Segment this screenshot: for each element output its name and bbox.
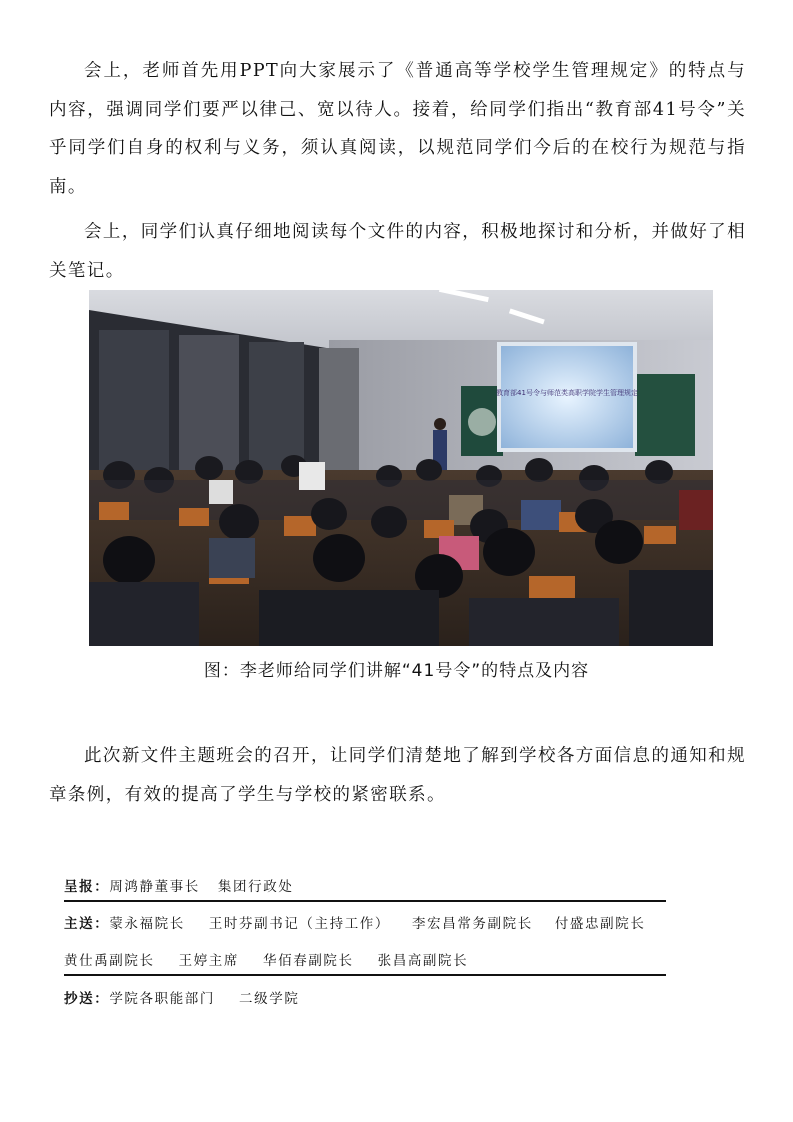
divider [64, 974, 666, 976]
zhu-song-label: 主送： [64, 916, 110, 932]
cheng-bao-item: 集团行政处 [217, 879, 294, 895]
cheng-bao-line [64, 875, 293, 895]
zhu-song-item: 华佰春副院长 [263, 953, 354, 969]
zhu-song-line-2 [64, 949, 468, 969]
chao-song-line [64, 987, 299, 1007]
screen-text: 教育部41号令与师范类高职学院学生管理规定 [496, 389, 638, 397]
paragraph-reading: 会上，同学们认真仔细地阅读每个文件的内容，积极地探讨和分析，并做好了相关笔记。 [49, 222, 746, 281]
classroom-photo [89, 290, 713, 646]
zhu-song-item: 王婷主席 [178, 953, 240, 969]
photo-caption: 图：李老师给同学们讲解“41号令”的特点及内容 [203, 661, 590, 681]
divider [64, 900, 666, 902]
cheng-bao-item: 周鸿静董事长 [109, 879, 200, 895]
zhu-song-item: 李宏昌常务副院长 [412, 916, 533, 932]
zhu-song-item: 张昌高副院长 [377, 953, 469, 969]
chao-song-label: 抄送： [64, 991, 110, 1007]
zhu-song-item: 黄仕禹副院长 [64, 953, 155, 969]
paragraph-intro: 会上，老师首先用PPT向大家展示了《普通高等学校学生管理规定》的特点与内容，强调同学们要严以律己、宽以待人。接着，给同学们指出“教育部41号令”关乎同学们自身的权利与义务，须认真阅读，以规范同学们今后的在校行为规范与指南。 [49, 61, 746, 197]
chao-song-item: 二级学院 [239, 991, 300, 1007]
cheng-bao-label: 呈报： [64, 879, 110, 895]
zhu-song-item: 付盛忠副院长 [554, 916, 646, 932]
zhu-song-item: 王时芬副书记（主持工作） [208, 916, 391, 932]
chao-song-item: 学院各职能部门 [109, 991, 216, 1007]
paragraph-conclusion: 此次新文件主题班会的召开，让同学们清楚地了解到学校各方面信息的通知和规章条例，有效的提高了学生与学校的紧密联系。 [49, 746, 746, 805]
zhu-song-item: 蒙永福院长 [109, 916, 185, 932]
zhu-song-line-1 [64, 912, 645, 932]
